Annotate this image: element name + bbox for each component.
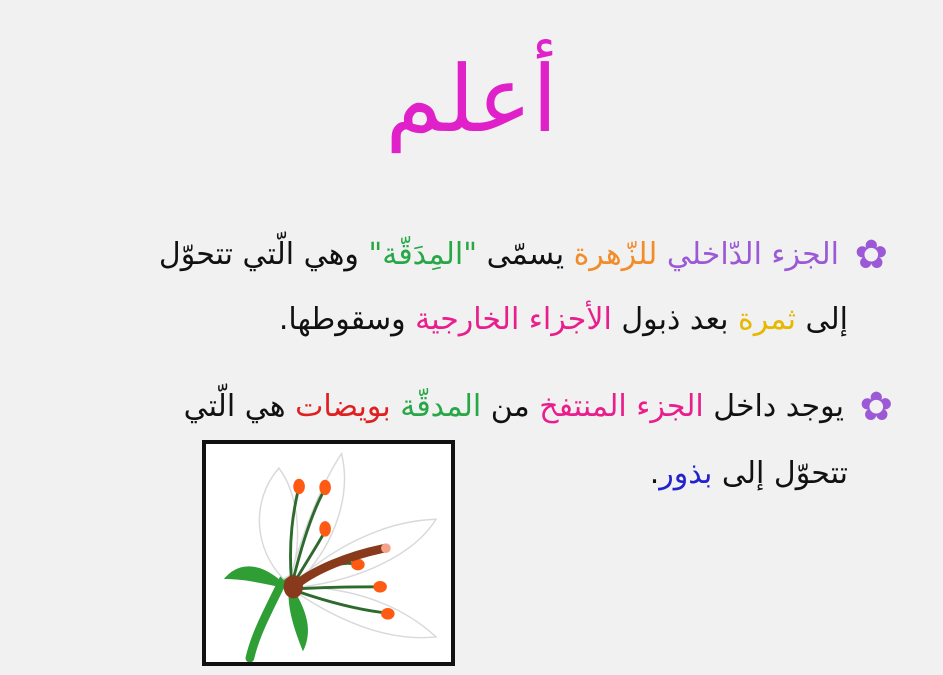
term-outer-parts: الأجزاء الخارجية xyxy=(415,302,612,337)
star-icon: ✿ xyxy=(854,232,888,278)
star-icon: ✿ xyxy=(859,384,893,430)
paragraph-1-line-1 xyxy=(159,232,888,278)
term-swollen-part: الجزء المنتفخ xyxy=(539,389,704,424)
term-flower: للزّهرة xyxy=(573,237,658,272)
term-seeds: بذور xyxy=(659,456,713,491)
text-falling: وسقوطها. xyxy=(278,302,406,337)
text-turn-into: تتحوّل إلى xyxy=(721,456,848,491)
flower-figure xyxy=(202,440,455,666)
title-text: أعلم xyxy=(385,46,558,153)
text-after-wilting: بعد ذبول xyxy=(621,302,729,337)
flower-illustration xyxy=(206,444,451,662)
text-which-turns: وهي الّتي تتحوّل xyxy=(158,237,359,272)
period: . xyxy=(649,456,660,491)
paragraph-2-line-1 xyxy=(184,384,893,430)
paragraph-2 xyxy=(23,384,893,514)
paragraph-1-line-2 xyxy=(279,302,848,337)
term-pistil: المدقّة xyxy=(400,389,482,424)
text-which: هي الّتي xyxy=(183,389,286,424)
text-of: من xyxy=(490,389,530,424)
text-into: إلى xyxy=(805,302,848,337)
text-called: يسمّى xyxy=(486,237,565,272)
term-inner-part: الجزء الدّاخلي xyxy=(666,237,839,272)
term-fruit: ثمرة xyxy=(738,302,796,337)
paragraph-2-line-2 xyxy=(650,456,848,491)
page-title xyxy=(0,40,943,160)
text-there-is-inside: يوجد داخل xyxy=(713,389,844,424)
paragraph-1 xyxy=(28,232,888,362)
term-pistil: "المِدَقّة" xyxy=(368,237,478,272)
term-ovules: بويضات xyxy=(295,389,391,424)
